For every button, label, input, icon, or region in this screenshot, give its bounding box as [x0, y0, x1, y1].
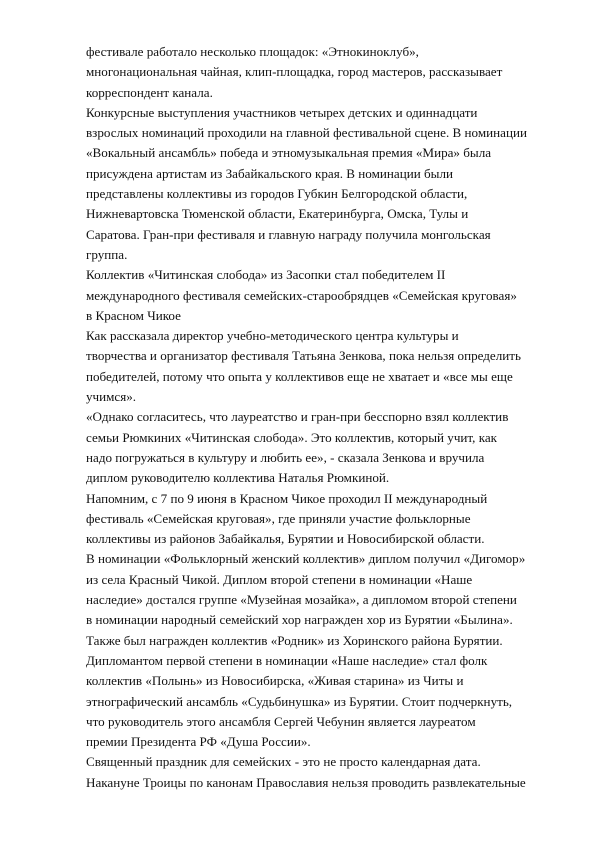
- text-line: Накануне Троицы по канонам Православия нельзя проводить развлекательные: [86, 774, 526, 790]
- text-line: победителей, потому что опыта у коллективов еще не хватает и «все мы еще: [86, 368, 513, 384]
- text-line: фестиваль «Семейская круговая», где приняли участие фольклорные: [86, 510, 471, 526]
- text-line: Конкурсные выступления участников четырех детских и одиннадцати: [86, 104, 478, 120]
- document-body: [86, 42, 546, 793]
- text-line: этнографический ансамбль «Судьбинушка» из Бурятии. Стоит подчеркнуть,: [86, 693, 513, 709]
- text-line: международного фестиваля семейских-старообрядцев «Семейская круговая»: [86, 287, 517, 303]
- text-line: учимся».: [86, 389, 137, 405]
- text-line: из села Красный Чикой. Диплом второй степени в номинации «Наше: [86, 571, 473, 587]
- text-line: семьи Рюмкиних «Читинская слобода». Это коллектив, который учит, как: [86, 429, 498, 445]
- text-line: коллектив «Полынь» из Новосибирска, «Живая старина» из Читы и: [86, 673, 464, 689]
- text-line: «Однако согласитесь, что лауреатство и гран-при бесспорно взял коллектив: [86, 409, 509, 425]
- text-line: надо погружаться в культуру и любить ее», - сказала Зенкова и вручила: [86, 449, 485, 465]
- text-line: в Красном Чикое: [86, 307, 181, 323]
- text-line: группа.: [86, 246, 128, 262]
- text-line: Нижневартовска Тюменской области, Екатеринбурга, Омска, Тулы и: [86, 206, 469, 222]
- text-line: наследие» достался группе «Музейная мозайка», а дипломом второй степени: [86, 592, 517, 608]
- text-line: премии Президента РФ «Душа России».: [86, 734, 311, 750]
- text-line: диплом руководителю коллектива Наталья Рюмкиной.: [86, 470, 390, 486]
- text-line: корреспондент канала.: [86, 84, 213, 100]
- text-line: фестивале работало несколько площадок: «Этнокиноклуб»,: [86, 44, 419, 59]
- text-line: Напомним, с 7 по 9 июня в Красном Чикое проходил II международный: [86, 490, 488, 506]
- text-line: в номинации народный семейский хор награжден хор из Бурятии «Былина».: [86, 612, 513, 628]
- text-line: В номинации «Фольклорный женский коллектив» диплом получил «Дигомор»: [86, 551, 526, 567]
- text-line: взрослых номинаций проходили на главной фестивальной сцене. В номинации: [86, 125, 527, 141]
- text-line: Как рассказала директор учебно-методического центра культуры и: [86, 328, 459, 344]
- text-line: что руководитель этого ансамбля Сергей Чебунин является лауреатом: [86, 713, 476, 729]
- text-line: Также был награжден коллектив «Родник» из Хоринского района Бурятии.: [86, 632, 503, 648]
- text-line: творчества и организатор фестиваля Татьяна Зенкова, пока нельзя определить: [86, 348, 521, 364]
- text-line: Дипломантом первой степени в номинации «Наше наследие» стал фолк: [86, 652, 488, 668]
- text-line: коллективы из районов Забайкалья, Бурятии и Новосибирской области.: [86, 531, 485, 547]
- text-line: Священный праздник для семейских - это не просто календарная дата.: [86, 754, 481, 770]
- text-line: представлены коллективы из городов Губкин Белгородской области,: [86, 186, 468, 202]
- text-line: Саратова. Гран-при фестиваля и главную награду получила монгольская: [86, 226, 491, 242]
- text-line: «Вокальный ансамбль» победа и этномузыкальная премия «Мира» была: [86, 145, 492, 161]
- text-line: многонациональная чайная, клип-площадка, город мастеров, рассказывает: [86, 64, 503, 80]
- text-line: Коллектив «Читинская слобода» из Засопки стал победителем II: [86, 267, 446, 283]
- text-line: присуждена артистам из Забайкальского края. В номинации были: [86, 165, 453, 181]
